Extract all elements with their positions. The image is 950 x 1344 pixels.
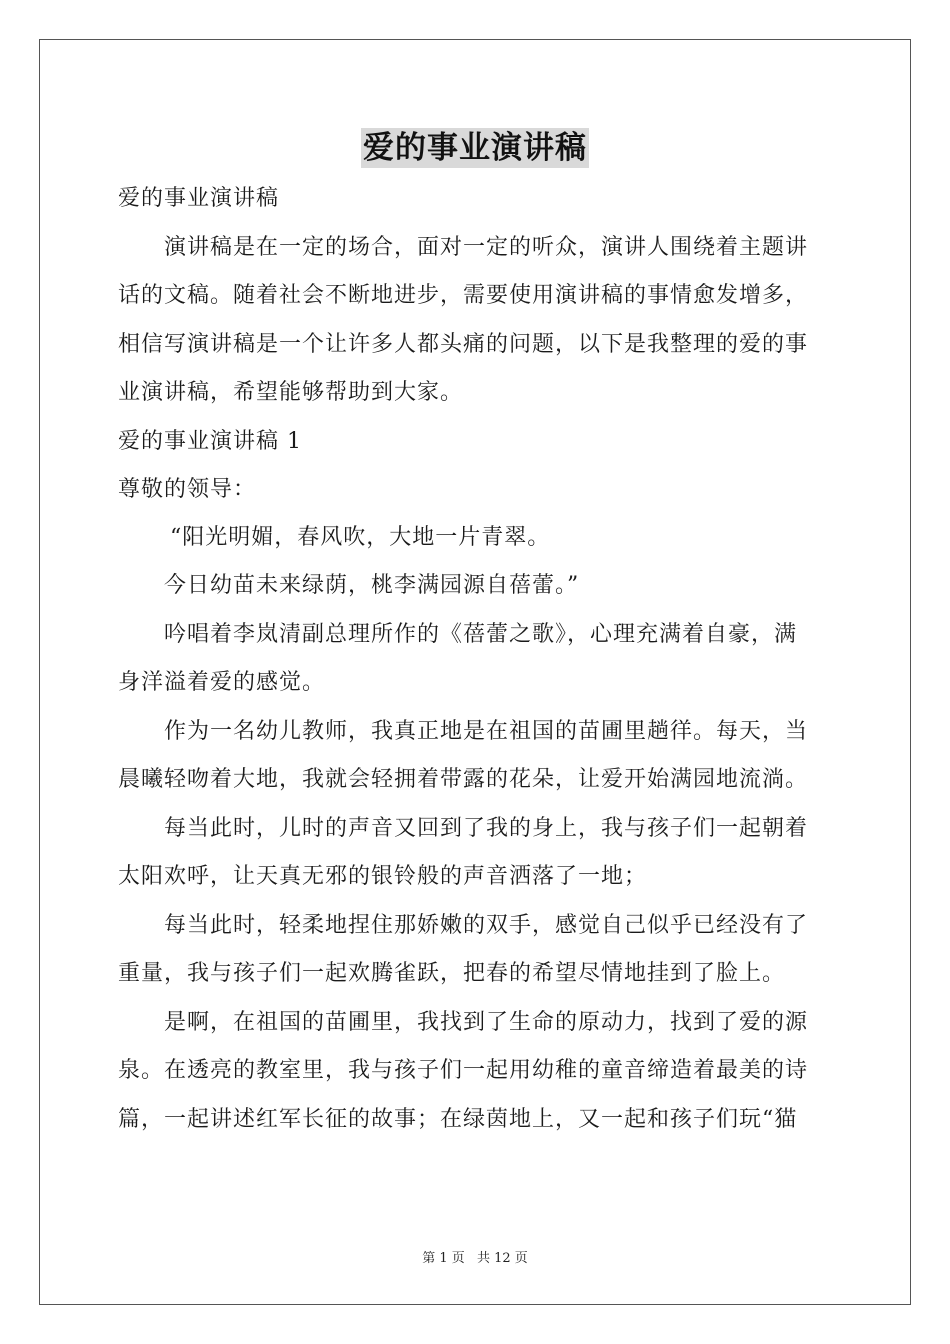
body-line: 话的文稿。随着社会不断地进步，需要使用演讲稿的事情愈发增多， (118, 283, 809, 308)
body-line: 每当此时，儿时的声音又回到了我的身上，我与孩子们一起朝着 (164, 815, 809, 841)
body-line: 篇，一起讲述红军长征的故事；在绿茵地上，又一起和孩子们玩“猫 (118, 1106, 798, 1132)
body-line: “阳光明媚，春风吹，大地一片青翠。 (170, 524, 551, 550)
document-title: 爱的事业演讲稿 (363, 130, 587, 166)
document-body (118, 175, 832, 1144)
page-footer (0, 1247, 950, 1266)
body-line: 作为一名幼儿教师，我真正地是在祖国的苗圃里趟徉。每天，当 (164, 718, 809, 744)
body-line: 爱的事业演讲稿 (118, 186, 280, 211)
body-line: 吟唱着李岚清副总理所作的《蓓蕾之歌》，心理充满着自豪，满 (164, 621, 798, 647)
body-line: 泉。在透亮的教室里，我与孩子们一起用幼稚的童音缔造着最美的诗 (118, 1058, 809, 1083)
page-number: 第 1 页 (422, 1251, 465, 1266)
body-line: 身洋溢着爱的感觉。 (118, 670, 326, 695)
body-line: 今日幼苗未来绿荫，桃李满园源自蓓蕾。” (164, 573, 580, 598)
body-line: 重量，我与孩子们一起欢腾雀跃，把春的希望尽情地挂到了脸上。 (118, 961, 786, 986)
body-line: 业演讲稿，希望能够帮助到大家。 (118, 380, 464, 405)
body-line: 晨曦轻吻着大地，我就会轻拥着带露的花朵，让爱开始满园地流淌。 (118, 767, 809, 792)
section-heading: 爱的事业演讲稿 1 (118, 428, 302, 454)
body-line: 太阳欢呼，让天真无邪的银铃般的声音洒落了一地； (118, 864, 648, 889)
title-container (0, 128, 950, 168)
body-line: 相信写演讲稿是一个让许多人都头痛的问题，以下是我整理的爱的事 (118, 331, 809, 357)
body-line: 是啊，在祖国的苗圃里，我找到了生命的原动力，找到了爱的源 (164, 1009, 809, 1035)
page-total: 共 12 页 (476, 1251, 528, 1266)
body-line: 每当此时，轻柔地捏住那娇嫩的双手，感觉自己似乎已经没有了 (164, 912, 809, 938)
body-line: 演讲稿是在一定的场合，面对一定的听众，演讲人围绕着主题讲 (164, 234, 809, 260)
salutation: 尊敬的领导： (118, 476, 257, 502)
